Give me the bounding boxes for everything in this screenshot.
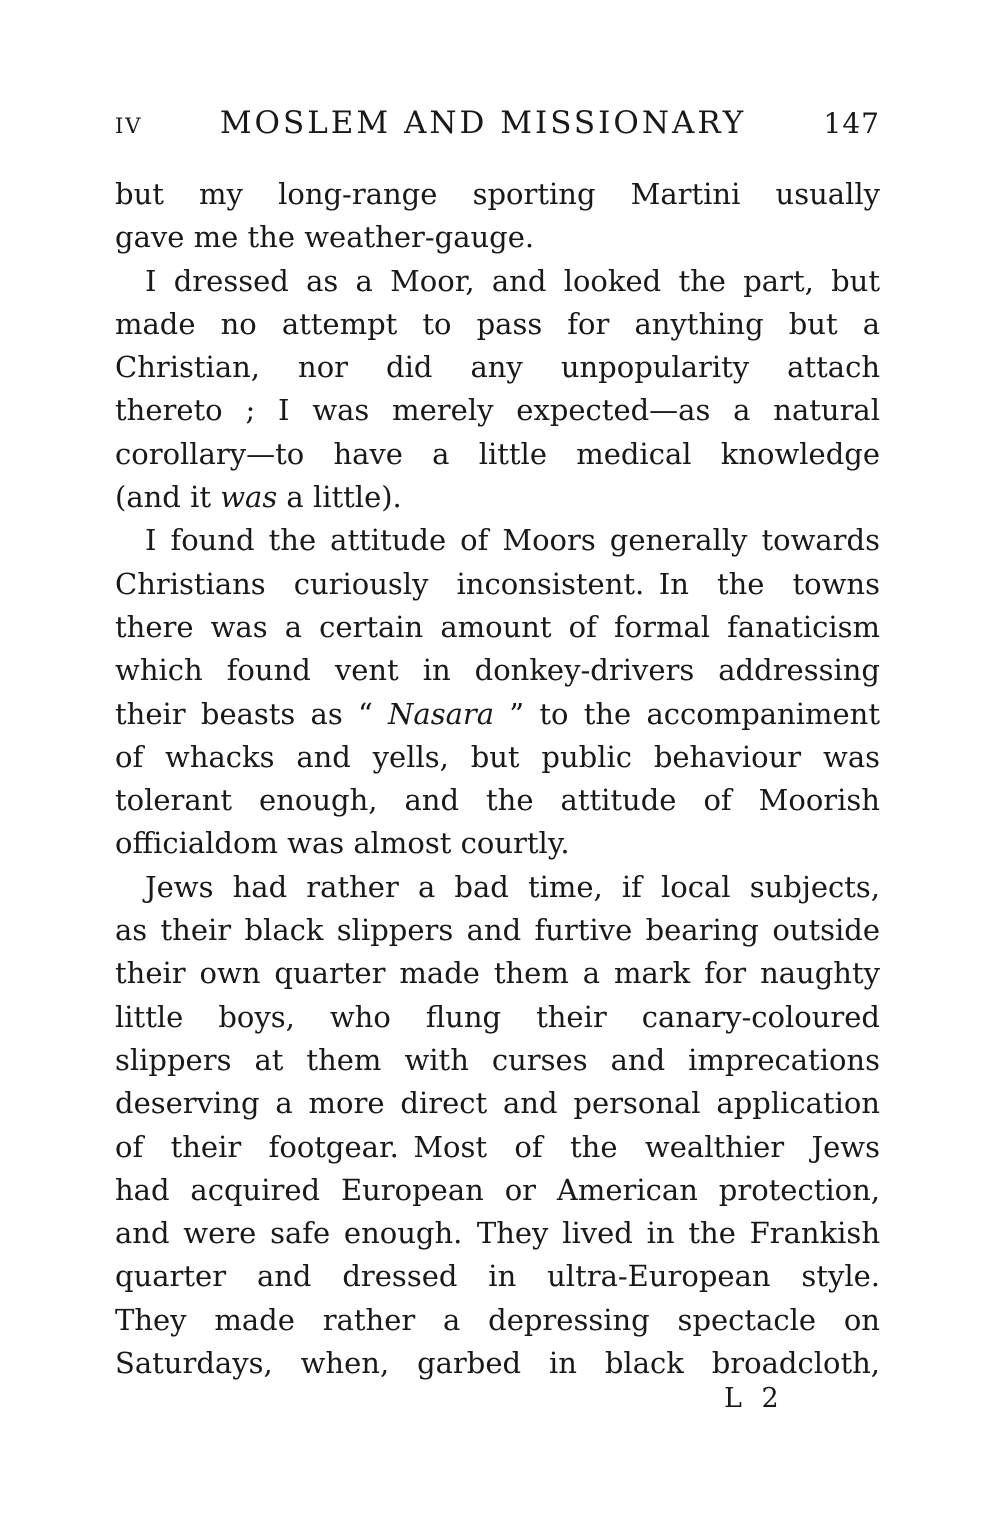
- text-line: [115, 1169, 880, 1212]
- text-segment: deserving a more direct and personal application: [115, 1086, 880, 1121]
- text-segment: corollary—to have a little medical knowledge: [115, 436, 880, 471]
- text-segment: I dressed as a Moor, and looked the part, but: [145, 263, 880, 298]
- text-segment: quarter and dressed in ultra-European style.: [115, 1259, 880, 1294]
- signature-mark: L 2: [724, 1383, 781, 1414]
- text-line: [115, 1212, 880, 1255]
- text-line: [115, 389, 880, 432]
- italic-text-segment: Nasara: [388, 696, 495, 731]
- text-segment: slippers at them with curses and imprecations: [115, 1042, 880, 1077]
- text-segment: there was a certain amount of formal fanaticism: [115, 609, 880, 644]
- text-line: [115, 173, 880, 216]
- text-line: [115, 1039, 880, 1082]
- text-line: [115, 822, 880, 865]
- text-segment: of whacks and yells, but public behaviour was: [115, 739, 880, 774]
- text-line: [115, 1299, 880, 1342]
- text-line: [115, 952, 880, 995]
- text-segment: Christian, nor did any unpopularity attach: [115, 350, 880, 385]
- text-line: [115, 216, 880, 259]
- page-number: 147: [823, 107, 880, 140]
- text-segment: and were safe enough. They lived in the Frankish: [115, 1216, 880, 1251]
- running-title: MOSLEM AND MISSIONARY: [219, 105, 747, 141]
- text-line: [115, 433, 880, 476]
- text-segment: their own quarter made them a mark for naughty: [115, 956, 880, 991]
- text-line: [115, 1126, 880, 1169]
- text-line: [115, 996, 880, 1039]
- body-text: [115, 173, 880, 1385]
- text-segment: of their footgear. Most of the wealthier Jews: [115, 1129, 880, 1164]
- text-segment: (and it: [115, 480, 221, 515]
- text-line: [115, 866, 880, 909]
- page-header: [115, 105, 880, 141]
- text-line: [115, 1342, 880, 1385]
- text-line: [115, 1255, 880, 1298]
- text-segment: Christians curiously inconsistent. In the towns: [115, 566, 880, 601]
- text-segment: I found the attitude of Moors generally towards: [145, 523, 880, 558]
- text-line: [115, 649, 880, 692]
- text-segment: had acquired European or American protection,: [115, 1172, 880, 1207]
- text-line: [115, 519, 880, 562]
- text-line: [115, 736, 880, 779]
- text-segment: officialdom was almost courtly.: [115, 826, 570, 861]
- text-line: [115, 476, 880, 519]
- text-line: [115, 779, 880, 822]
- text-segment: Jews had rather a bad time, if local subjects,: [145, 869, 880, 904]
- text-segment: a little).: [277, 480, 402, 515]
- text-line: [115, 693, 880, 736]
- text-segment: thereto ; I was merely expected—as a natural: [115, 393, 880, 428]
- text-line: [115, 1082, 880, 1125]
- text-line: [115, 909, 880, 952]
- text-segment: ” to the accompaniment: [494, 696, 880, 731]
- text-segment: They made rather a depressing spectacle on: [115, 1302, 880, 1337]
- text-segment: but my long-range sporting Martini usually: [115, 177, 880, 211]
- text-line: [115, 346, 880, 389]
- text-segment: tolerant enough, and the attitude of Moorish: [115, 783, 880, 818]
- text-segment: little boys, who flung their canary-coloured: [115, 999, 880, 1034]
- text-segment: their beasts as “: [115, 696, 389, 731]
- italic-text-segment: was: [220, 480, 278, 515]
- text-line: [115, 303, 880, 346]
- text-segment: gave me the weather-gauge.: [115, 220, 535, 255]
- text-segment: made no attempt to pass for anything but a: [115, 306, 880, 341]
- text-segment: Saturdays, when, garbed in black broadcloth,: [115, 1346, 880, 1381]
- text-segment: which found vent in donkey-drivers addressing: [115, 653, 880, 688]
- chapter-number: IV: [115, 114, 143, 138]
- text-line: [115, 260, 880, 303]
- text-segment: as their black slippers and furtive bearing outside: [115, 913, 880, 948]
- text-line: [115, 563, 880, 606]
- text-line: [115, 606, 880, 649]
